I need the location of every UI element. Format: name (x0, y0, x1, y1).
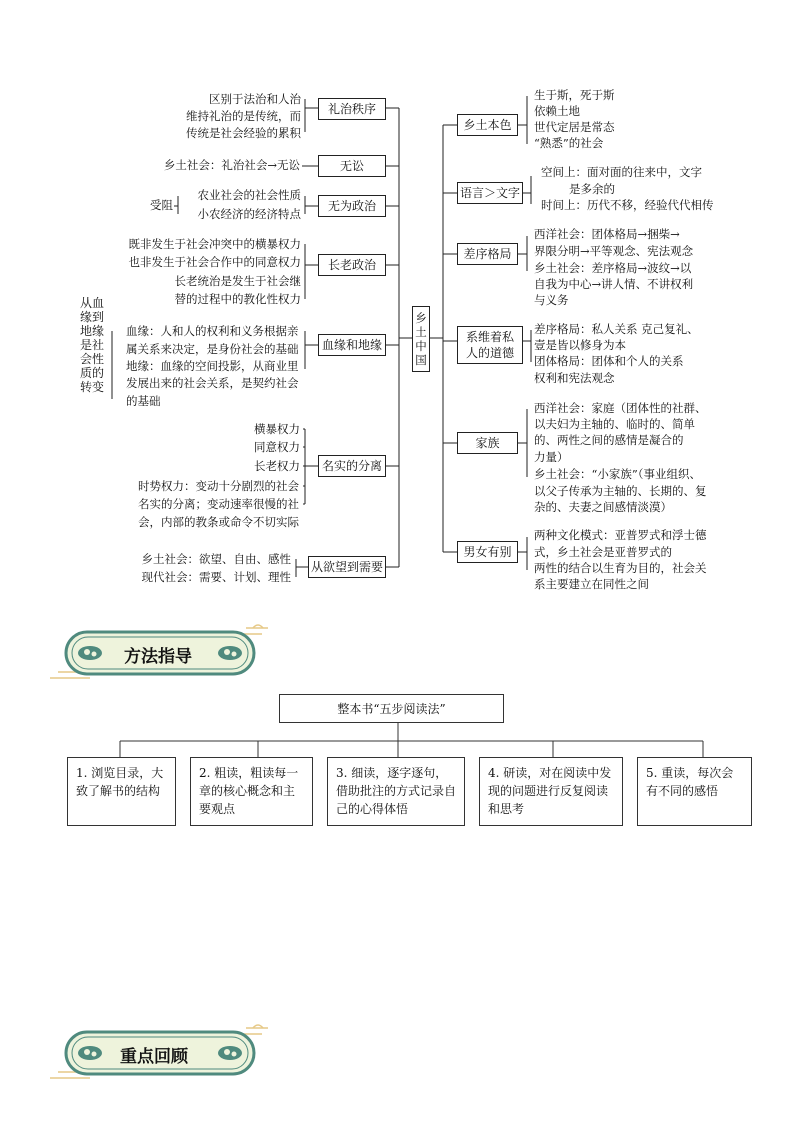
note-line: 式，乡土社会是亚普罗式的 (534, 545, 672, 559)
note-line: 两性的结合以生育为目的，社会关 (534, 561, 707, 575)
note-line: 乡土社会：差序格局→波纹→以 (534, 261, 692, 275)
note-line: 时势权力：变动十分剧烈的社会 (138, 479, 299, 493)
node-lizhi: 礼治秩序 (318, 98, 386, 120)
step-2: 2. 粗读，粗读每一章的核心概念和主要观点 (190, 757, 313, 826)
note-line: 地缘：血缘的空间投影，从商业里 (126, 359, 299, 373)
note-line: 生于斯，死于斯 (534, 88, 615, 102)
note-line: 团体格局：团体和个人的关系 (534, 354, 684, 368)
note-line: “熟悉”的社会 (534, 136, 604, 150)
note-line: 与义务 (534, 293, 569, 307)
note-line: 维持礼治的是传统，而 (186, 109, 301, 123)
note-line: 横暴权力 (254, 422, 300, 436)
note-line: 以父子传承为主轴的、长期的、复 (534, 484, 707, 498)
note-line: 替的过程中的教化性权力 (174, 292, 301, 306)
section-banner-review (50, 1020, 270, 1082)
note-line: 权利和宪法观念 (534, 371, 615, 385)
note-line: 乡土社会：礼治社会→无讼 (163, 158, 300, 172)
note-line: 长老统治是发生于社会继 (174, 274, 301, 288)
note-line: 力量） (534, 450, 569, 464)
note-line: 两种文化模式：亚普罗式和浮士德 (534, 528, 707, 542)
note-line: 小农经济的经济特点 (197, 207, 301, 221)
note-line: 传统是社会经验的累积 (186, 126, 301, 140)
center-char: 乡土中国 (415, 311, 427, 367)
note-line: 发展出来的社会关系，是契约社会 (126, 376, 299, 390)
note-line: 乡土社会：欲望、自由、感性 (141, 552, 291, 566)
mindmap-center (412, 306, 430, 372)
node-xiwei: 系维着私 人的道德 (457, 326, 523, 364)
note-line: 血缘：人和人的权利和义务根据亲 (126, 324, 299, 338)
note-line: 同意权力 (254, 440, 300, 454)
note-line: 西洋社会：家庭（团体性的社群、 (534, 401, 707, 415)
node-yuwang: 从欲望到需要 (308, 556, 386, 578)
section-title: 方法指导 (124, 647, 192, 667)
note-line: 时间上：历代不移，经验代代相传 (541, 198, 714, 212)
note-line: 现代社会：需要、计划、理性 (141, 570, 291, 584)
section-banner-method (50, 620, 270, 682)
step-4: 4. 研读，对在阅读中发现的问题进行反复阅读和思考 (479, 757, 623, 826)
note-line: 区别于法治和人治 (209, 92, 301, 106)
node-nannv: 男女有别 (457, 541, 518, 563)
note-line: 差序格局：私人关系 克己复礼、 (534, 322, 699, 336)
note-line: 世代定居是常态 (534, 120, 615, 134)
five-step-root: 整本书“五步阅读法” (279, 694, 504, 723)
note-line: 会，内部的教条或命令不切实际 (138, 515, 299, 529)
note-line: 的基础 (126, 394, 161, 408)
note-line: 壹是皆以修身为本 (534, 338, 626, 352)
note-line: 也非发生于社会合作中的同意权力 (128, 255, 301, 269)
node-wuwei: 无为政治 (318, 195, 386, 217)
note-line: 杂的、夫妻之间感情淡漠） (534, 500, 672, 514)
step-1: 1. 浏览目录，大致了解书的结构 (67, 757, 176, 826)
note-line: 界限分明→平等观念、宪法观念 (534, 244, 694, 258)
note-line: 是多余的 (569, 182, 615, 196)
note-line: 属关系来决定，是身份社会的基础 (126, 342, 299, 356)
note-line: 既非发生于社会冲突中的横暴权力 (128, 237, 301, 251)
note-line: 名实的分离；变动速率很慢的社 (138, 497, 299, 511)
note-line: 依赖土地 (534, 104, 580, 118)
note-line: 农业社会的社会性质 (197, 188, 301, 202)
node-yuyan: 语言＞文字 (457, 182, 523, 204)
note-line: 长老权力 (254, 459, 300, 473)
node-wusong: 无讼 (318, 155, 386, 177)
node-chaxu: 差序格局 (457, 243, 518, 265)
note-line: 空间上：面对面的往来中，文字 (541, 165, 702, 179)
note-line: 以夫妇为主轴的、临时的、简单 (534, 417, 695, 431)
note-line: 的、两性之间的感情是凝合的 (534, 433, 684, 447)
left-bracket-label: 从血缘到地缘是社会性质的转变 (79, 296, 104, 394)
step-3: 3. 细读，逐字逐句，借助批注的方式记录自己的心得体悟 (327, 757, 465, 826)
node-xiangtu: 乡土本色 (457, 114, 518, 136)
node-xueyuan: 血缘和地缘 (318, 334, 386, 356)
step-5: 5. 重读，每次会有不同的感悟 (637, 757, 752, 826)
node-jiazu: 家族 (457, 432, 518, 454)
section-title: 重点回顾 (120, 1047, 188, 1067)
note-line: 自我为中心→讲人情、不讲权利 (534, 277, 694, 291)
shouzu-label: 受阻 (150, 198, 173, 212)
node-mingshi: 名实的分离 (318, 455, 386, 477)
node-zhanglao: 长老政治 (318, 254, 386, 276)
note-line: 西洋社会：团体格局→捆柴→ (534, 227, 680, 241)
note-line: 乡土社会：“小家族”（事业组织、 (534, 467, 702, 481)
note-line: 系主要建立在同性之间 (534, 577, 649, 591)
